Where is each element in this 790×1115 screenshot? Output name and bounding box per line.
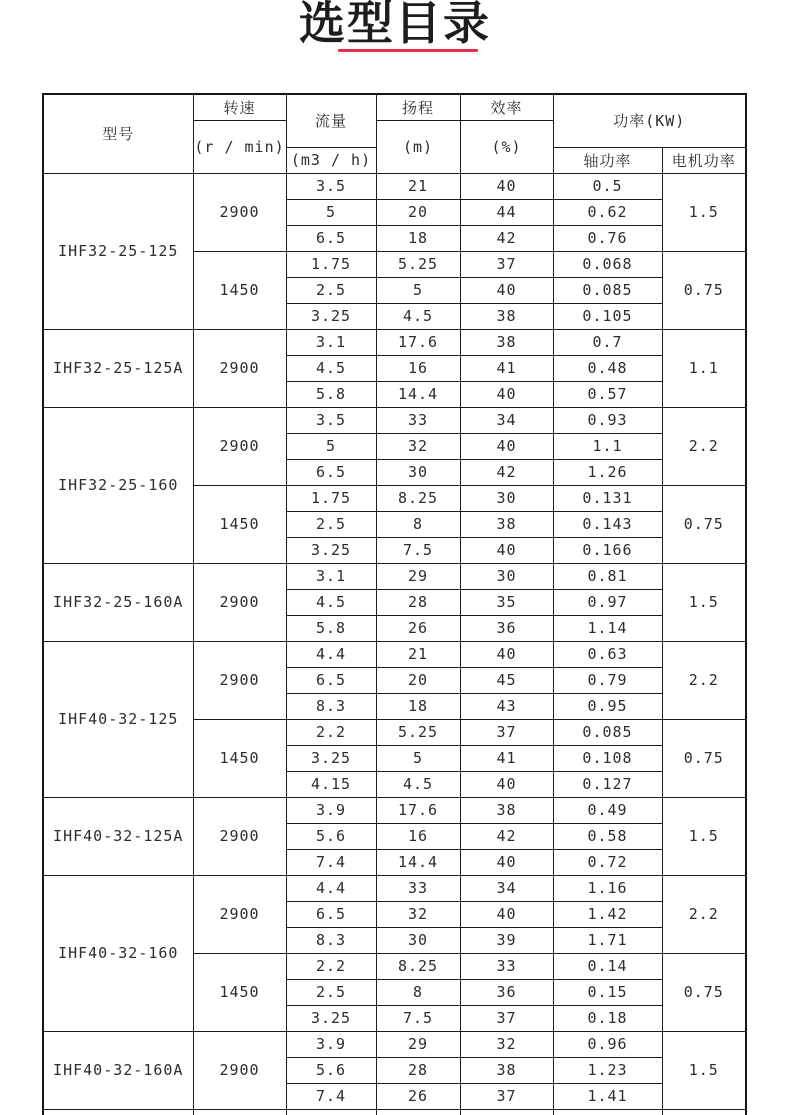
pump-selection-table [42, 93, 747, 1115]
flow-cell: 5.6 [286, 823, 376, 849]
head-cell: 7.5 [376, 537, 460, 563]
head-cell: 14.4 [376, 381, 460, 407]
efficiency-cell: 32 [460, 1031, 553, 1057]
speed-cell: 2900 [193, 563, 286, 641]
speed-cell: 2900 [193, 875, 286, 953]
motor-power-cell: 2.2 [662, 407, 746, 485]
shaft-power-cell: 0.97 [553, 589, 662, 615]
efficiency-cell: 38 [460, 1057, 553, 1083]
flow-cell: 3.9 [286, 1031, 376, 1057]
efficiency-cell: 37 [460, 719, 553, 745]
motor-power-cell: 0.75 [662, 485, 746, 563]
head-cell: 33 [376, 407, 460, 433]
efficiency-cell: 37 [460, 251, 553, 277]
efficiency-cell: 38 [460, 797, 553, 823]
efficiency-cell: 42 [460, 225, 553, 251]
efficiency-cell: 41 [460, 355, 553, 381]
efficiency-cell: 36 [460, 979, 553, 1005]
flow-cell: 2.2 [286, 719, 376, 745]
flow-cell: 6.5 [286, 901, 376, 927]
model-cell [43, 1109, 193, 1115]
shaft-power-cell: 0.14 [553, 953, 662, 979]
title-underline-rule [338, 49, 478, 52]
head-cell: 8.25 [376, 485, 460, 511]
table-row [43, 563, 746, 589]
flow-cell: 1.75 [286, 251, 376, 277]
shaft-power-cell: 1.14 [553, 615, 662, 641]
shaft-power-cell: 0.068 [553, 251, 662, 277]
head-cell: 28 [376, 589, 460, 615]
shaft-power-cell: 0.49 [553, 797, 662, 823]
shaft-power-cell: 0.085 [553, 719, 662, 745]
shaft-power-cell: 0.57 [553, 381, 662, 407]
flow-cell: 3.5 [286, 407, 376, 433]
flow-cell: 3.1 [286, 563, 376, 589]
head-cell: 7.5 [376, 1005, 460, 1031]
head-cell: 8 [376, 979, 460, 1005]
header-flow-unit: (m3 / h) [286, 147, 376, 173]
motor-power-cell: 2.2 [662, 641, 746, 719]
flow-cell: 4.4 [286, 641, 376, 667]
flow-cell: 4.4 [286, 875, 376, 901]
efficiency-cell: 40 [460, 537, 553, 563]
flow-cell: 4.5 [286, 355, 376, 381]
efficiency-cell: 42 [460, 459, 553, 485]
table-body [43, 173, 746, 1115]
head-cell: 8.25 [376, 953, 460, 979]
header-speed: 转速 [193, 94, 286, 120]
model-cell: IHF32-25-125 [43, 173, 193, 329]
head-cell: 16 [376, 823, 460, 849]
efficiency-cell: 30 [460, 563, 553, 589]
flow-cell: 5 [286, 199, 376, 225]
head-cell: 21 [376, 641, 460, 667]
flow-cell: 7.4 [286, 1083, 376, 1109]
efficiency-cell: 35 [460, 589, 553, 615]
model-cell: IHF40-32-160A [43, 1031, 193, 1109]
speed-cell: 1450 [193, 251, 286, 329]
head-cell: 29 [376, 1031, 460, 1057]
flow-cell: 1.75 [286, 485, 376, 511]
shaft-power-cell: 1.42 [553, 901, 662, 927]
head-cell: 30 [376, 459, 460, 485]
header-efficiency-unit: (%) [460, 120, 553, 173]
table-row [43, 641, 746, 667]
shaft-power-cell: 0.72 [553, 849, 662, 875]
speed-cell: 2900 [193, 797, 286, 875]
table-row [43, 1031, 746, 1057]
efficiency-cell: 40 [460, 641, 553, 667]
shaft-power-cell: 0.131 [553, 485, 662, 511]
head-cell: 4.5 [376, 771, 460, 797]
shaft-power-cell: 0.085 [553, 277, 662, 303]
shaft-power-cell: 0.93 [553, 407, 662, 433]
flow-cell: 3.5 [286, 173, 376, 199]
flow-cell [286, 1109, 376, 1115]
head-cell: 21 [376, 173, 460, 199]
speed-cell: 2900 [193, 641, 286, 719]
model-cell: IHF32-25-125A [43, 329, 193, 407]
shaft-power-cell: 0.166 [553, 537, 662, 563]
flow-cell: 3.25 [286, 1005, 376, 1031]
head-cell: 4.5 [376, 303, 460, 329]
shaft-power-cell: 1.41 [553, 1083, 662, 1109]
efficiency-cell: 34 [460, 407, 553, 433]
efficiency-cell: 30 [460, 485, 553, 511]
header-efficiency: 效率 [460, 94, 553, 120]
table-row [43, 797, 746, 823]
head-cell: 17.6 [376, 329, 460, 355]
flow-cell: 3.9 [286, 797, 376, 823]
shaft-power-cell: 0.108 [553, 745, 662, 771]
head-cell: 18 [376, 693, 460, 719]
shaft-power-cell: 1.71 [553, 927, 662, 953]
efficiency-cell: 40 [460, 771, 553, 797]
efficiency-cell: 40 [460, 381, 553, 407]
flow-cell: 3.1 [286, 329, 376, 355]
shaft-power-cell: 0.127 [553, 771, 662, 797]
model-cell: IHF40-32-125 [43, 641, 193, 797]
flow-cell: 4.5 [286, 589, 376, 615]
motor-power-cell: 0.75 [662, 953, 746, 1031]
head-cell: 8 [376, 511, 460, 537]
head-cell: 17.6 [376, 797, 460, 823]
efficiency-cell: 40 [460, 849, 553, 875]
shaft-power-cell: 1.1 [553, 433, 662, 459]
head-cell: 5.25 [376, 251, 460, 277]
speed-cell: 1450 [193, 719, 286, 797]
efficiency-cell: 41 [460, 745, 553, 771]
efficiency-cell: 34 [460, 875, 553, 901]
shaft-power-cell: 0.96 [553, 1031, 662, 1057]
shaft-power-cell: 0.63 [553, 641, 662, 667]
speed-cell: 2900 [193, 329, 286, 407]
efficiency-cell: 36 [460, 615, 553, 641]
efficiency-cell: 45 [460, 667, 553, 693]
flow-cell: 6.5 [286, 459, 376, 485]
model-cell: IHF32-25-160A [43, 563, 193, 641]
shaft-power-cell [553, 1109, 662, 1115]
shaft-power-cell: 0.105 [553, 303, 662, 329]
efficiency-cell: 43 [460, 693, 553, 719]
speed-cell: 2900 [193, 173, 286, 251]
flow-cell: 6.5 [286, 667, 376, 693]
speed-cell [193, 1109, 286, 1115]
header-shaft-power: 轴功率 [553, 147, 662, 173]
shaft-power-cell: 0.62 [553, 199, 662, 225]
flow-cell: 2.5 [286, 511, 376, 537]
head-cell: 26 [376, 1083, 460, 1109]
efficiency-cell: 37 [460, 1005, 553, 1031]
shaft-power-cell: 0.7 [553, 329, 662, 355]
speed-cell: 1450 [193, 953, 286, 1031]
efficiency-cell: 40 [460, 901, 553, 927]
table-row [43, 173, 746, 199]
head-cell: 33 [376, 875, 460, 901]
head-cell: 5 [376, 745, 460, 771]
shaft-power-cell: 0.81 [553, 563, 662, 589]
flow-cell: 5.8 [286, 381, 376, 407]
table-row [43, 329, 746, 355]
motor-power-cell: 2.2 [662, 875, 746, 953]
shaft-power-cell: 0.58 [553, 823, 662, 849]
flow-cell: 8.3 [286, 693, 376, 719]
flow-cell: 6.5 [286, 225, 376, 251]
head-cell [376, 1109, 460, 1115]
efficiency-cell: 38 [460, 303, 553, 329]
flow-cell: 7.4 [286, 849, 376, 875]
header-row-1 [43, 94, 746, 120]
page-title: 选型目录 [299, 0, 491, 49]
flow-cell: 3.25 [286, 537, 376, 563]
header-power: 功率(KW) [553, 94, 746, 147]
shaft-power-cell: 0.15 [553, 979, 662, 1005]
efficiency-cell: 42 [460, 823, 553, 849]
efficiency-cell: 38 [460, 329, 553, 355]
motor-power-cell: 0.75 [662, 251, 746, 329]
head-cell: 14.4 [376, 849, 460, 875]
efficiency-cell: 39 [460, 927, 553, 953]
shaft-power-cell: 1.23 [553, 1057, 662, 1083]
shaft-power-cell: 0.79 [553, 667, 662, 693]
shaft-power-cell: 1.16 [553, 875, 662, 901]
shaft-power-cell: 0.95 [553, 693, 662, 719]
motor-power-cell [662, 1109, 746, 1115]
header-flow: 流量 [286, 94, 376, 147]
header-speed-unit: (r / min) [193, 120, 286, 173]
head-cell: 28 [376, 1057, 460, 1083]
table-row [43, 1109, 746, 1115]
efficiency-cell: 40 [460, 433, 553, 459]
motor-power-cell: 1.1 [662, 329, 746, 407]
efficiency-cell: 38 [460, 511, 553, 537]
shaft-power-cell: 0.5 [553, 173, 662, 199]
speed-cell: 2900 [193, 1031, 286, 1109]
speed-cell: 2900 [193, 407, 286, 485]
head-cell: 5 [376, 277, 460, 303]
flow-cell: 3.25 [286, 303, 376, 329]
flow-cell: 5.8 [286, 615, 376, 641]
model-cell: IHF40-32-125A [43, 797, 193, 875]
efficiency-cell [460, 1109, 553, 1115]
motor-power-cell: 1.5 [662, 1031, 746, 1109]
head-cell: 32 [376, 433, 460, 459]
flow-cell: 5 [286, 433, 376, 459]
head-cell: 30 [376, 927, 460, 953]
shaft-power-cell: 0.18 [553, 1005, 662, 1031]
model-cell: IHF32-25-160 [43, 407, 193, 563]
head-cell: 5.25 [376, 719, 460, 745]
efficiency-cell: 44 [460, 199, 553, 225]
table-row [43, 407, 746, 433]
header-motor-power: 电机功率 [662, 147, 746, 173]
header-head: 扬程 [376, 94, 460, 120]
flow-cell: 2.5 [286, 277, 376, 303]
flow-cell: 2.2 [286, 953, 376, 979]
efficiency-cell: 33 [460, 953, 553, 979]
table-header [43, 94, 746, 173]
flow-cell: 8.3 [286, 927, 376, 953]
head-cell: 18 [376, 225, 460, 251]
table-row [43, 875, 746, 901]
header-head-unit: (m) [376, 120, 460, 173]
efficiency-cell: 40 [460, 277, 553, 303]
efficiency-cell: 37 [460, 1083, 553, 1109]
head-cell: 20 [376, 199, 460, 225]
motor-power-cell: 1.5 [662, 563, 746, 641]
head-cell: 26 [376, 615, 460, 641]
head-cell: 32 [376, 901, 460, 927]
head-cell: 29 [376, 563, 460, 589]
efficiency-cell: 40 [460, 173, 553, 199]
motor-power-cell: 1.5 [662, 797, 746, 875]
motor-power-cell: 1.5 [662, 173, 746, 251]
header-model: 型号 [43, 94, 193, 173]
head-cell: 20 [376, 667, 460, 693]
motor-power-cell: 0.75 [662, 719, 746, 797]
speed-cell: 1450 [193, 485, 286, 563]
flow-cell: 4.15 [286, 771, 376, 797]
shaft-power-cell: 0.76 [553, 225, 662, 251]
shaft-power-cell: 0.48 [553, 355, 662, 381]
flow-cell: 5.6 [286, 1057, 376, 1083]
model-cell: IHF40-32-160 [43, 875, 193, 1031]
shaft-power-cell: 1.26 [553, 459, 662, 485]
shaft-power-cell: 0.143 [553, 511, 662, 537]
head-cell: 16 [376, 355, 460, 381]
flow-cell: 2.5 [286, 979, 376, 1005]
flow-cell: 3.25 [286, 745, 376, 771]
